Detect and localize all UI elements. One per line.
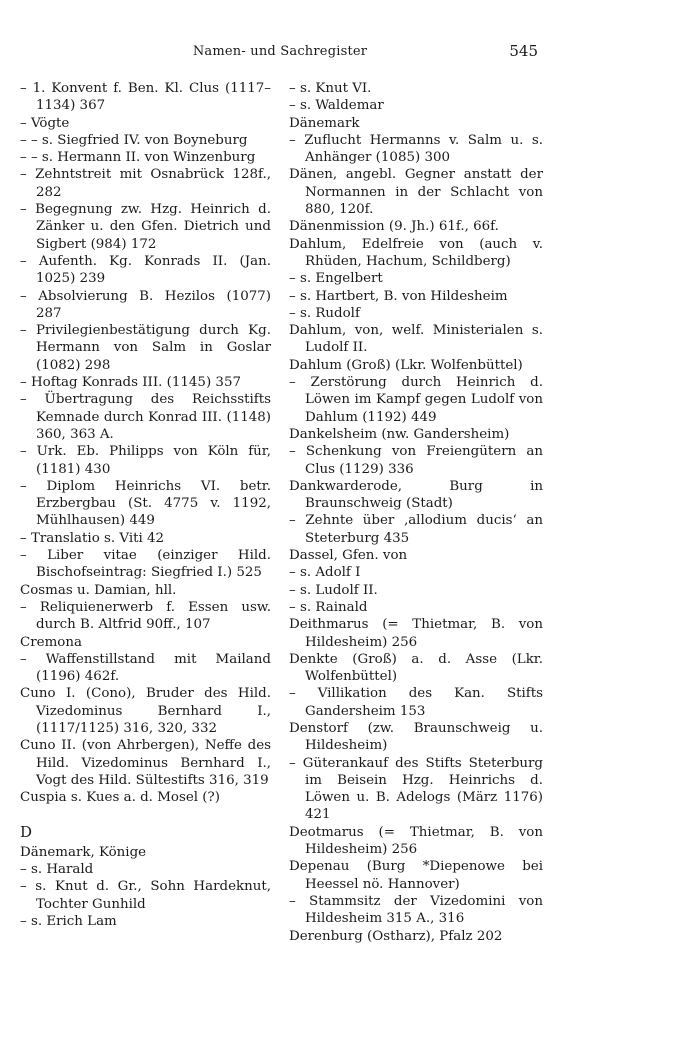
index-entry: – Privilegienbestätigung durch Kg. Hermann von Salm in Goslar (1082) 298 xyxy=(20,323,271,373)
index-entry: – Absolvierung B. Hezilos (1077) 287 xyxy=(20,288,271,321)
index-entry: – Diplom Heinrichs VI. betr. Erzbergbau (St. 4775 v. 1192, Mühlhausen) 449 xyxy=(20,478,271,529)
index-column-left xyxy=(20,80,271,930)
index-entry: Deithmarus (= Thietmar, B. von Hildesheim) 256 xyxy=(289,617,543,650)
index-entry: – s. Adolf I xyxy=(289,565,361,581)
page-number: 545 xyxy=(509,42,538,60)
index-entry: – Zehnte über ‚allodium ducis‘ an Steterburg 435 xyxy=(289,513,543,546)
index-entry: Cosmas u. Damian, hll. xyxy=(20,582,177,598)
index-entry: – s. Harald xyxy=(20,862,94,878)
index-entry: – 1. Konvent f. Ben. Kl. Clus (1117–1134) 367 xyxy=(20,81,271,114)
index-entry: – s. Rainald xyxy=(289,599,368,615)
index-entry: – Schenkung von Freiengütern an Clus (1129) 336 xyxy=(289,444,543,477)
index-entry: Cuno I. (Cono), Bruder des Hild. Vizedominus Bernhard I., (1117/1125) 316, 320, 332 xyxy=(20,686,271,736)
index-entry: – s. Waldemar xyxy=(289,98,384,114)
entries-before-group xyxy=(20,80,271,806)
index-entry: – – s. Siegfried IV. von Boyneburg xyxy=(20,132,248,148)
entries-group xyxy=(289,80,543,945)
index-entry: – Urk. Eb. Philipps von Köln für, (1181) 430 xyxy=(20,444,271,477)
index-entry: – Hoftag Konrads III. (1145) 357 xyxy=(20,375,241,391)
index-entry: – Vögte xyxy=(20,115,70,131)
index-entry: – s. Ludolf II. xyxy=(289,582,378,598)
index-entry: Cremona xyxy=(20,634,82,650)
index-entry: – s. Erich Lam xyxy=(20,913,117,929)
index-entry: Dahlum, von, welf. Ministerialen s. Ludolf II. xyxy=(289,323,543,356)
index-entry: Denkte (Groß) a. d. Asse (Lkr. Wolfenbüttel) xyxy=(289,651,543,685)
index-entry: – Zerstörung durch Heinrich d. Löwen im Kampf gegen Ludolf von Dahlum (1192) 449 xyxy=(289,375,543,425)
index-entry: Dänemark xyxy=(289,115,360,131)
index-entry: Dänen, angebl. Gegner anstatt der Normannen in der Schlacht von 880, 120f. xyxy=(289,167,543,218)
index-entry: Deotmarus (= Thietmar, B. von Hildesheim) 256 xyxy=(289,824,543,858)
index-entry: – Begegnung zw. Hzg. Heinrich d. Zänker u. den Gfen. Dietrich und Sigbert (984) 172 xyxy=(20,202,271,252)
index-entry: – Übertragung des Reichsstifts Kemnade durch Konrad III. (1148) 360, 363 A. xyxy=(20,392,271,442)
index-entry: Cuno II. (von Ahrbergen), Neffe des Hild. Vizedominus Bernhard I., Vogt des Hild. Sültestifts 316, 319 xyxy=(20,738,271,788)
section-letter-d: D xyxy=(20,823,33,842)
index-entry: – Villikation des Kan. Stifts Gandersheim 153 xyxy=(289,686,543,719)
index-entry: Dankwarderode, Burg in Braunschweig (Stadt) xyxy=(289,478,543,512)
index-entry: Denstorf (zw. Braunschweig u. Hildesheim) xyxy=(289,720,543,754)
index-entry: Dahlum, Edelfreie von (auch v. Rhüden, Hachum, Schildberg) xyxy=(289,236,543,269)
index-entry: – Aufenth. Kg. Konrads II. (Jan. 1025) 239 xyxy=(20,253,271,287)
index-entry: – s. Rudolf xyxy=(289,305,360,321)
index-entry: – Zuflucht Hermanns v. Salm u. s. Anhänger (1085) 300 xyxy=(289,132,543,166)
index-entry: Dänenmission (9. Jh.) 61f., 66f. xyxy=(289,219,499,235)
index-entry: Dahlum (Groß) (Lkr. Wolfenbüttel) xyxy=(289,357,523,373)
index-entry: – Reliquienerwerb f. Essen usw. durch B. Altfrid 90ff., 107 xyxy=(20,599,271,633)
index-entry: – Zehntstreit mit Osnabrück 128f., 282 xyxy=(20,167,271,200)
index-entry: – Güterankauf des Stifts Steterburg im Beisein Hzg. Heinrichs d. Löwen u. B. Adelogs (März 1176) 421 xyxy=(289,755,543,823)
index-entry: – s. Engelbert xyxy=(289,271,383,287)
index-entry: Dankelsheim (nw. Gandersheim) xyxy=(289,426,510,442)
index-entry: – Stammsitz der Vizedomini von Hildesheim 315 A., 316 xyxy=(289,893,543,927)
running-header-title: Namen- und Sachregister xyxy=(192,44,368,59)
index-entry: Derenburg (Ostharz), Pfalz 202 xyxy=(289,928,503,944)
index-entry: – Liber vitae (einziger Hild. Bischofseintrag: Siegfried I.) 525 xyxy=(20,548,271,581)
index-entry: – – s. Hermann II. von Winzenburg xyxy=(20,150,256,166)
index-entry: Dänemark, Könige xyxy=(20,844,147,860)
index-entry: – Waffenstillstand mit Mailand (1196) 462f. xyxy=(20,651,271,685)
index-entry: – s. Knut VI. xyxy=(289,81,372,96)
index-entry: – s. Hartbert, B. von Hildesheim xyxy=(289,288,508,304)
index-entry: Dassel, Gfen. von xyxy=(289,548,408,564)
index-entry: – s. Knut d. Gr., Sohn Hardeknut, Tochter Gunhild xyxy=(20,879,271,912)
index-column-right xyxy=(289,80,543,945)
index-entry: Depenau (Burg *Diepenowe bei Heessel nö. Hannover) xyxy=(289,859,543,892)
index-entry: Cuspia s. Kues a. d. Mosel (?) xyxy=(20,790,220,806)
index-entry: – Translatio s. Viti 42 xyxy=(20,530,165,546)
entries-after-group xyxy=(20,844,271,930)
